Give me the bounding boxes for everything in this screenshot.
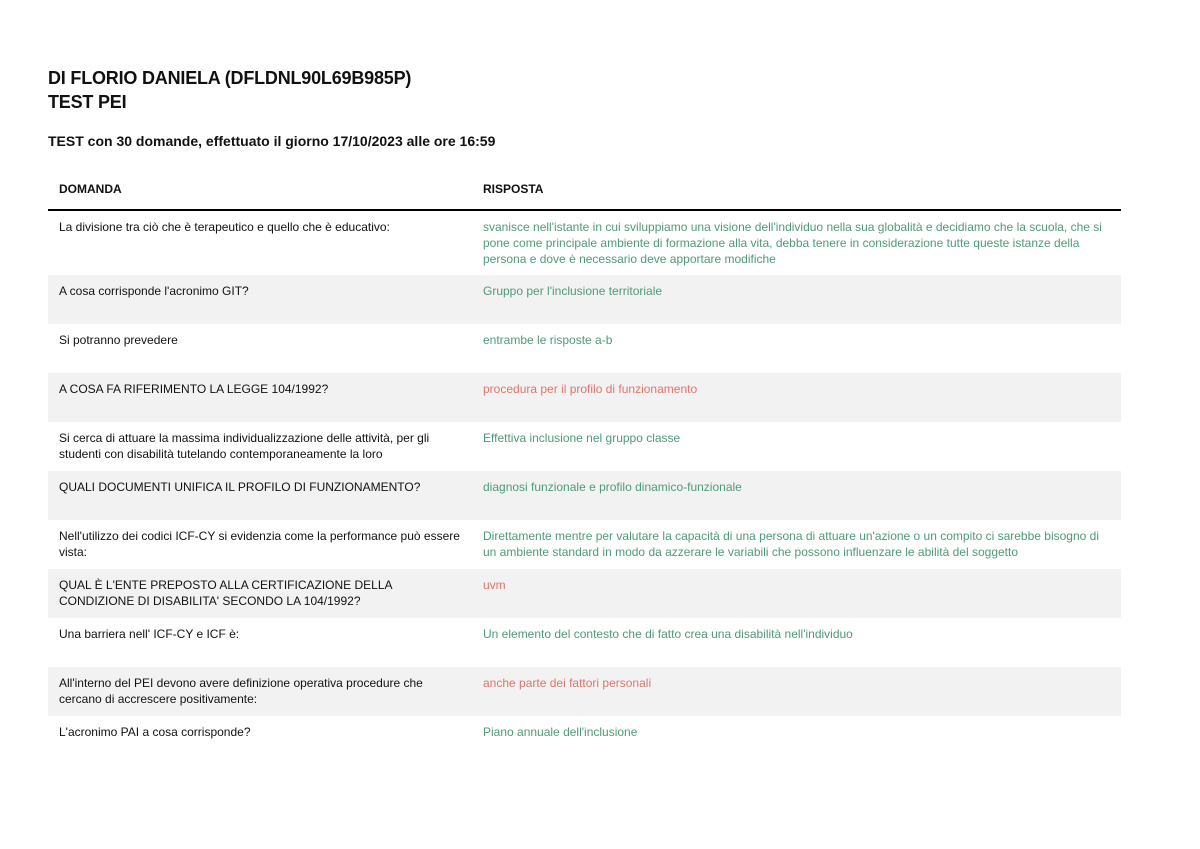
answer-text: Un elemento del contesto che di fatto crea una disabilità nell'individuo [483, 627, 853, 641]
question-cell [48, 275, 472, 324]
answer-text: entrambe le risposte a-b [483, 333, 613, 347]
document-page [48, 66, 1121, 765]
question-text: All'interno del PEI devono avere definizione operativa procedure che cercano di accrescere positivamente: [59, 676, 423, 706]
question-text: QUALI DOCUMENTI UNIFICA IL PROFILO DI FUNZIONAMENTO? [59, 480, 421, 494]
table-row [48, 422, 1121, 471]
questions-table [48, 170, 1121, 765]
student-name: DI FLORIO DANIELA (DFLDNL90L69B985P) [48, 68, 412, 88]
question-cell [48, 210, 472, 275]
question-text: La divisione tra ciò che è terapeutico e quello che è educativo: [59, 220, 390, 234]
table-header-row [48, 170, 1121, 210]
question-cell [48, 471, 472, 520]
question-cell [48, 520, 472, 569]
question-text: Nell'utilizzo dei codici ICF-CY si evidenzia come la performance può essere vista: [59, 529, 460, 559]
table-row [48, 569, 1121, 618]
table-row [48, 373, 1121, 422]
answer-text: Direttamente mentre per valutare la capacità di una persona di attuare un'azione o un compito ci sarebbe bisogno di un ambiente standard in modo da azzerare le variabili che possono influenzare le abilità del soggetto [483, 529, 1099, 559]
answer-text: diagnosi funzionale e profilo dinamico-funzionale [483, 480, 742, 494]
answer-cell-correct [472, 520, 1121, 569]
answer-text: anche parte dei fattori personali [483, 676, 652, 690]
answer-cell-wrong [472, 569, 1121, 618]
question-cell [48, 324, 472, 373]
answer-cell-wrong [472, 373, 1121, 422]
question-text: A cosa corrisponde l'acronimo GIT? [59, 284, 249, 298]
question-cell [48, 373, 472, 422]
table-row [48, 618, 1121, 667]
question-text: QUAL È L'ENTE PREPOSTO ALLA CERTIFICAZIONE DELLA CONDIZIONE DI DISABILITA' SECONDO LA 104/1992? [59, 578, 392, 608]
column-header-question: DOMANDA [48, 170, 472, 210]
question-text: Si cerca di attuare la massima individualizzazione delle attività, per gli studenti con disabilità tutelando contemporaneamente la loro [59, 431, 430, 461]
column-header-answer: RISPOSTA [472, 170, 1121, 210]
question-cell [48, 618, 472, 667]
table-row [48, 716, 1121, 765]
answer-cell-correct [472, 618, 1121, 667]
answer-text: Gruppo per l'inclusione territoriale [483, 284, 663, 298]
answer-text: svanisce nell'istante in cui sviluppiamo una visione dell'individuo nella sua globalità e decidiamo che la scuola, che si pone come principale ambiente di formazione alla vita, debba tenere in considerazione tutte queste istanze della persona e dove è necessario deve apportare modifiche [483, 220, 1102, 266]
question-cell [48, 422, 472, 471]
answer-cell-correct [472, 324, 1121, 373]
answer-cell-wrong [472, 667, 1121, 716]
answer-text: Piano annuale dell'inclusione [483, 725, 638, 739]
table-row [48, 471, 1121, 520]
question-cell [48, 569, 472, 618]
questions-table-body [48, 210, 1121, 765]
answer-cell-correct [472, 210, 1121, 275]
answer-cell-correct [472, 716, 1121, 765]
question-cell [48, 667, 472, 716]
table-row [48, 324, 1121, 373]
question-text: L'acronimo PAI a cosa corrisponde? [59, 725, 251, 739]
answer-cell-correct [472, 471, 1121, 520]
table-row [48, 520, 1121, 569]
test-title: TEST PEI [48, 92, 127, 112]
answer-text: Effettiva inclusione nel gruppo classe [483, 431, 681, 445]
question-text: Una barriera nell' ICF-CY e ICF è: [59, 627, 240, 641]
table-row [48, 667, 1121, 716]
test-summary: TEST con 30 domande, effettuato il giorno 17/10/2023 alle ore 16:59 [48, 133, 496, 149]
answer-cell-correct [472, 275, 1121, 324]
answer-cell-correct [472, 422, 1121, 471]
answer-text: procedura per il profilo di funzionamento [483, 382, 698, 396]
question-text: A COSA FA RIFERIMENTO LA LEGGE 104/1992? [59, 382, 329, 396]
table-row [48, 275, 1121, 324]
question-text: Si potranno prevedere [59, 333, 178, 347]
question-cell [48, 716, 472, 765]
answer-text: uvm [483, 578, 506, 592]
table-row [48, 210, 1121, 275]
